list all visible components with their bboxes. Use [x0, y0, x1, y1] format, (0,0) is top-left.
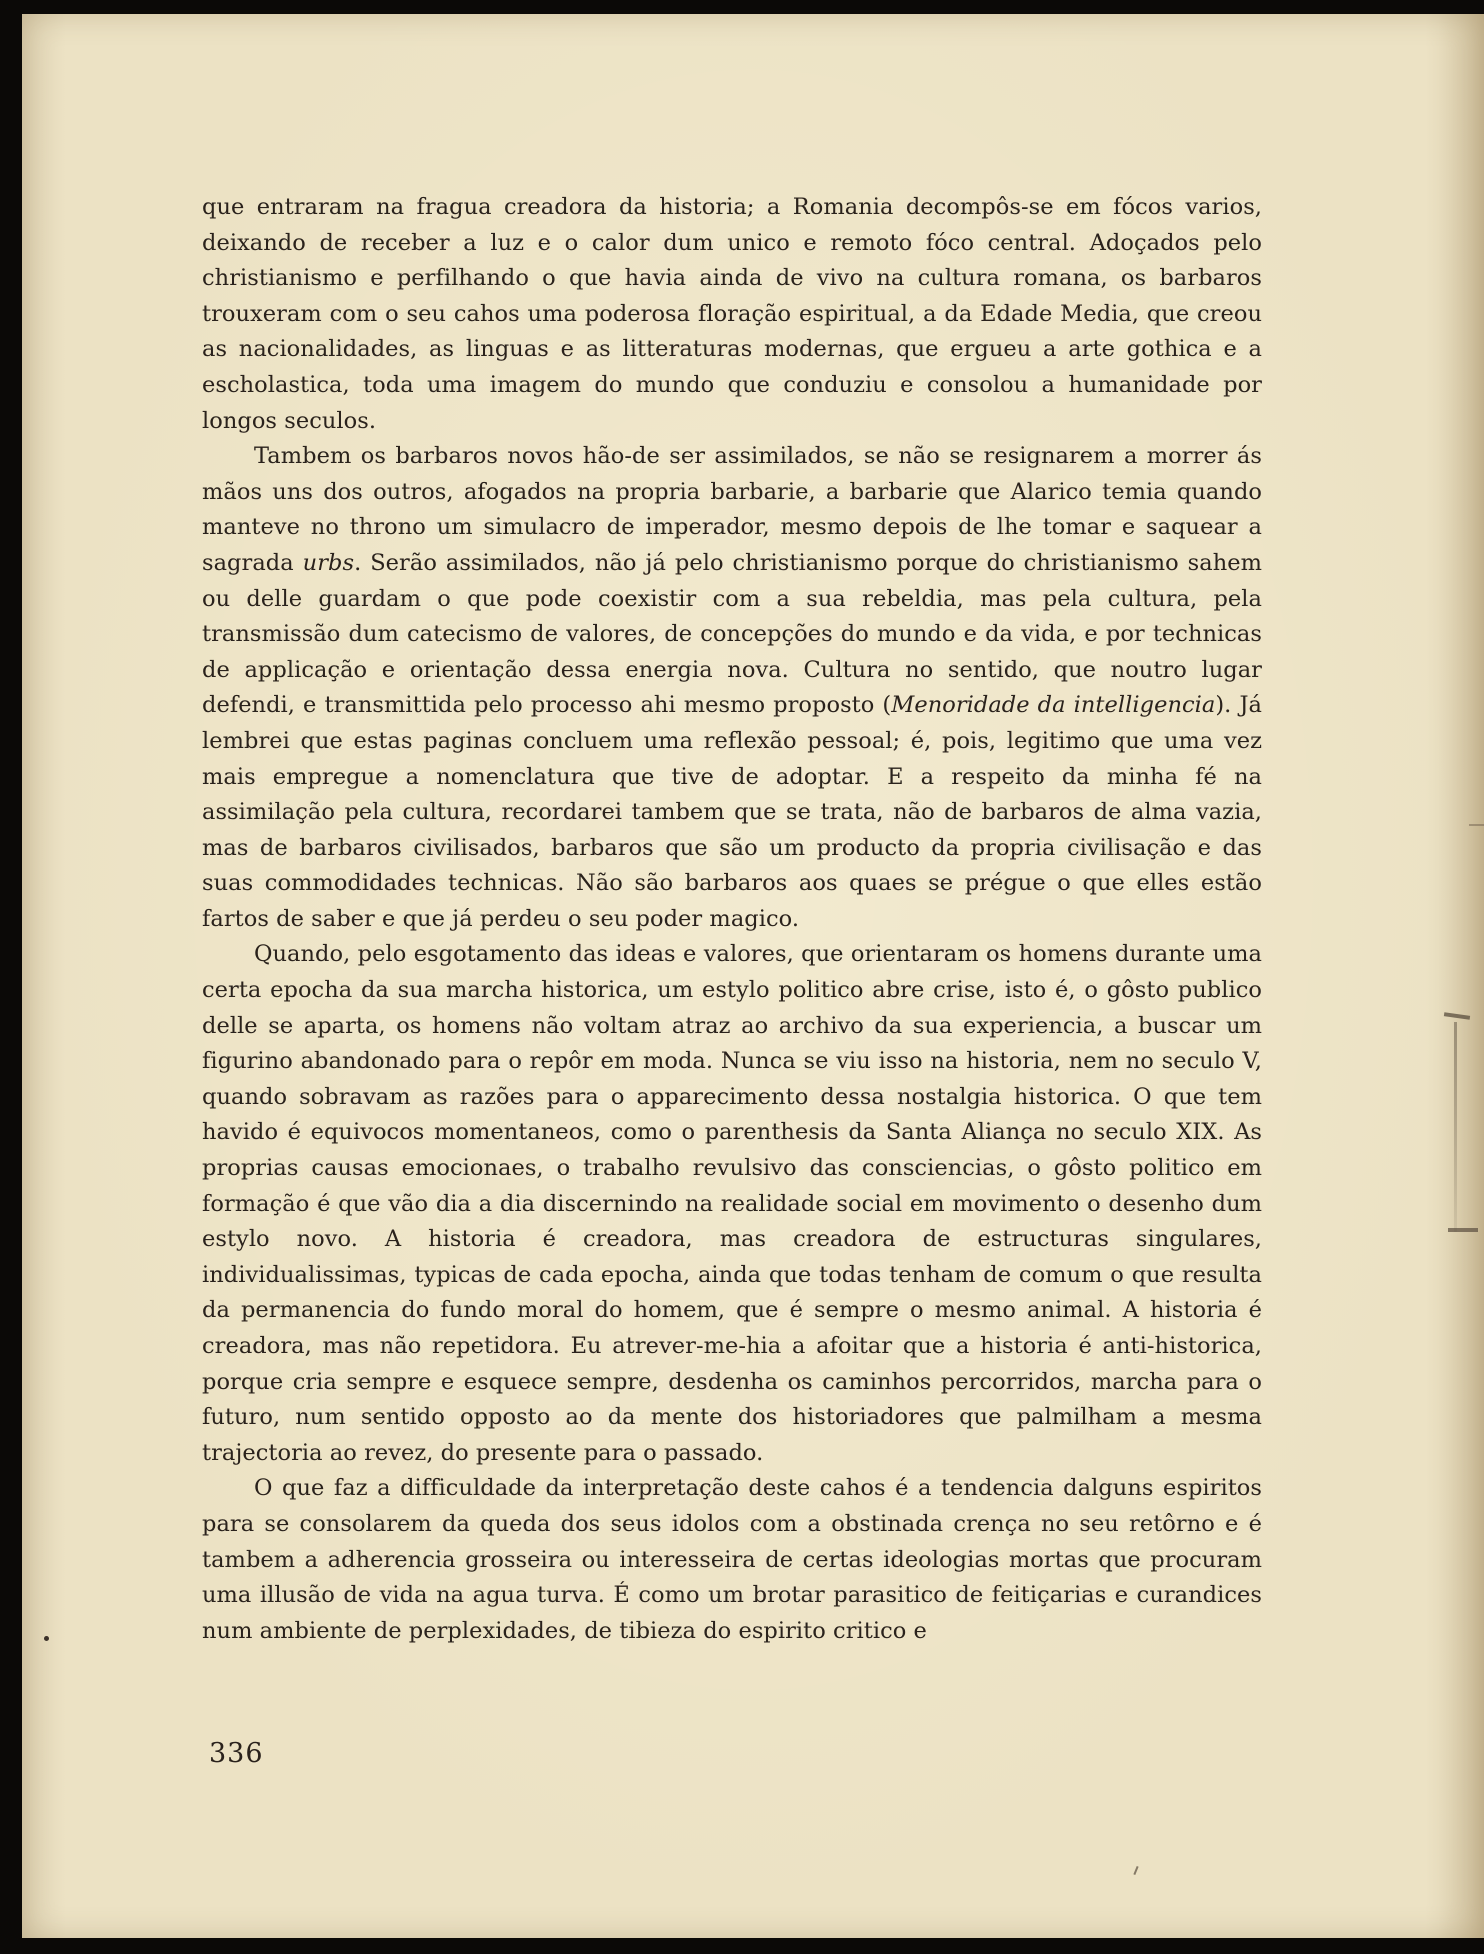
paragraph-2-text-c: ). Já lembrei que estas paginas concluem uma reflexão pessoal; é, pois, legitimo que uma vez mais empregue a nomenclatura que tive de adoptar. E a respeito da minha fé na assimilação pela cultura, recordarei tambem que se trata, não de barbaros de alma vazia, mas de barbaros civilisados, barbaros que são um producto da propria civilisação e das suas commodidades technicas. Não são barbaros aos quaes se prégue o que elles estão fartos de saber e que já perdeu o seu poder magico.	[202, 692, 1262, 932]
body-text	[202, 190, 1262, 1649]
paragraph-2-text-b: . Serão assimilados, não já pelo christianismo porque do christianismo sahem ou delle guardam o que pode coexistir com a sua rebeldia, mas pela cultura, pela transmissão dum catecismo de valores, de concepções do mundo e da vida, e por technicas de applicação e orientação dessa energia nova. Cultura no sentido, que noutro lugar defendi, e transmittida pelo processo ahi mesmo proposto (	[202, 549, 1262, 719]
book-title-reference: Menoridade da intelligencia	[891, 692, 1216, 719]
paragraph-1	[202, 190, 1262, 439]
page-number: 336	[209, 1738, 264, 1769]
margin-tick-mark	[1469, 824, 1484, 826]
paragraph-2	[202, 439, 1262, 937]
paragraph-4-text: O que faz a difficuldade da interpretação deste cahos é a tendencia dalguns espiritos para se consolarem da queda dos seus idolos com a obstinada crença no seu retôrno e é tambem a adherencia grosseira ou interesseira de certas ideologias mortas que procuram uma illusão de vida na agua turva. É como um brotar parasitico de feitiçarias e curandices num ambiente de perplexidades, de tibieza do espirito critico e	[202, 1475, 1262, 1644]
book-page	[22, 14, 1484, 1938]
margin-dot-mark	[44, 1636, 49, 1641]
margin-pencil-line	[1454, 1022, 1457, 1232]
paragraph-2-text-a: Tambem os barbaros novos hão-de ser assimilados, se não se resignarem a morrer ás mãos uns dos outros, afogados na propria barbarie, a barbarie que Alarico temia quando manteve no throno um simulacro de imperador, mesmo depois de lhe tomar e saquear a sagrada	[202, 443, 1262, 576]
paragraph-1-text: que entraram na fragua creadora da historia; a Romania decompôs-se em fócos varios, deixando de receber a luz e o calor dum unico e remoto fóco central. Adoçados pelo christianismo e perfilhando o que havia ainda de vivo na cultura romana, os barbaros trouxeram com o seu cahos uma poderosa floração espiritual, a da Edade Media, que creou as nacionalidades, as linguas e as litteraturas modernas, que ergueu a arte gothica e a escholastica, toda uma imagem do mundo que conduziu e consolou a humanidade por longos seculos.	[202, 194, 1262, 434]
paragraph-3	[202, 937, 1262, 1471]
paragraph-4	[202, 1471, 1262, 1649]
paragraph-3-text: Quando, pelo esgotamento das ideas e valores, que orientaram os homens durante uma certa epocha da sua marcha historica, um estylo politico abre crise, isto é, o gôsto publico delle se aparta, os homens não voltam atraz ao archivo da sua experiencia, a buscar um figurino abandonado para o repôr em moda. Nunca se viu isso na historia, nem no seculo V, quando sobravam as razões para o apparecimento dessa nostalgia historica. O que tem havido é equivocos momentaneos, como o parenthesis da Santa Aliança no seculo XIX. As proprias causas emocionaes, o trabalho revulsivo das consciencias, o gôsto politico em formação é que vão dia a dia discernindo na realidade social em movimento o desenho dum estylo novo. A historia é creadora, mas creadora de estructuras singulares, individualissimas, typicas de cada epocha, ainda que todas tenham de comum o que resulta da permanencia do fundo moral do homem, que é sempre o mesmo animal. A historia é creadora, mas não repetidora. Eu atrever-me-hia a afoitar que a historia é anti-historica, porque cria sempre e esquece sempre, desdenha os caminhos percorridos, marcha para o futuro, num sentido opposto ao da mente dos historiadores que palmilham a mesma trajectoria ao revez, do presente para o passado.	[202, 941, 1262, 1466]
latin-word-urbs: urbs	[302, 549, 355, 576]
bottom-tick-mark	[1133, 1866, 1138, 1875]
page-edge-shadow	[1438, 14, 1484, 1938]
margin-pencil-mark-bottom	[1448, 1228, 1478, 1232]
